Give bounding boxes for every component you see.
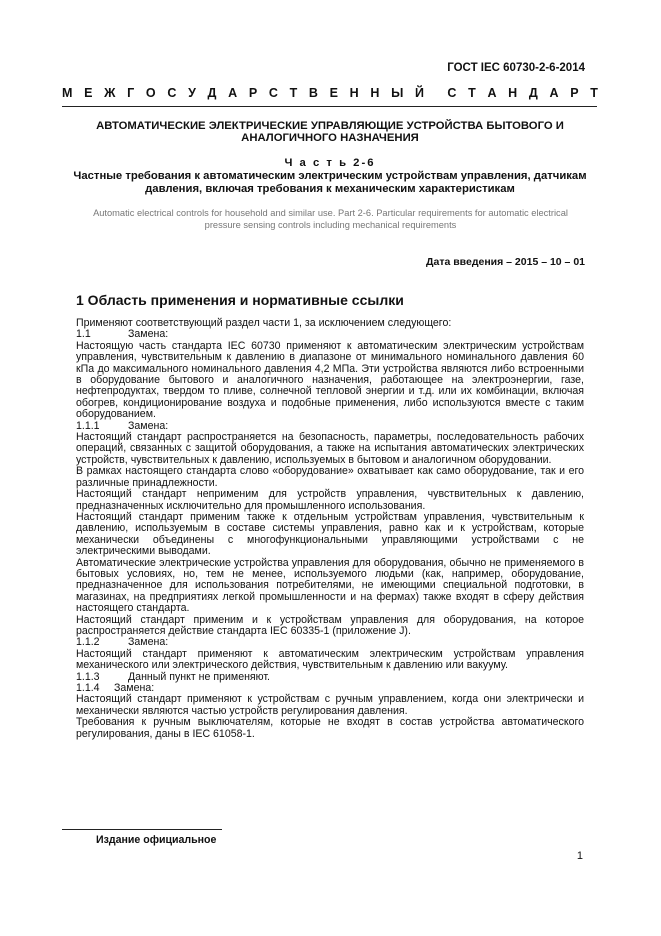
- paragraph: Настоящий стандарт неприменим для устройств управления, чувствительных к давлению, предназначенных исключительно для промышленного использования.: [76, 488, 584, 512]
- banner-letter: В: [308, 86, 318, 100]
- clause-number: 1.1.3: [76, 670, 100, 683]
- document-title: [75, 120, 585, 144]
- header-rule: [62, 106, 597, 107]
- title-line-2: АНАЛОГИЧНОГО НАЗНАЧЕНИЯ: [241, 132, 419, 144]
- banner-letter: У: [188, 86, 196, 100]
- clause-number: 1.1: [76, 328, 91, 341]
- banner-letter: Ж: [104, 86, 116, 100]
- clause-number: 1.1.4: [76, 682, 100, 694]
- banner-letter: Т: [468, 86, 476, 100]
- paragraph: Автоматические электрические устройства управления для оборудования, обычно не применяемого в бытовых условиях, но, тем не менее, используемого людьми (как, например, оборудование, предназначенное для использования потребителями, не имеющими специальной подготовки, в магазинах, на предприятиях легкой промышленности и на фермах) также входят в сферу действия настоящего стандарта.: [76, 556, 584, 615]
- part-subtitle-line-2: давления, включая требования к механическим характеристикам: [145, 182, 515, 195]
- paragraph: Настоящий стандарт применяют к автоматическим электрическим устройствам управления механического или электрического действия, чувствительным к давлению или вакууму.: [76, 647, 584, 672]
- title-line-1: АВТОМАТИЧЕСКИЕ ЭЛЕКТРИЧЕСКИЕ УПРАВЛЯЮЩИЕ УСТРОЙСТВА БЫТОВОГО И: [96, 120, 564, 132]
- banner-letter: А: [549, 86, 559, 100]
- banner-letter: Н: [370, 86, 380, 100]
- clause-label: Данный пункт не применяют.: [128, 670, 271, 683]
- clause-label: Замена:: [128, 419, 169, 432]
- banner-letter: М: [62, 86, 73, 100]
- part-subtitle: [60, 170, 600, 195]
- clause-number: 1.1.2: [76, 636, 100, 649]
- banner-letter: Н: [349, 86, 359, 100]
- banner-letter: Т: [590, 86, 598, 100]
- banner-letter: О: [145, 86, 156, 100]
- interstate-standard-banner: [62, 86, 598, 100]
- introduction-date: Дата введения – 2015 – 10 – 01: [426, 256, 585, 268]
- paragraph: В рамках настоящего стандарта слово «оборудование» охватывает как само оборудование, так и его различные принадлежности.: [76, 465, 584, 489]
- banner-letter: Г: [127, 86, 135, 100]
- banner-letter: С: [167, 86, 177, 100]
- document-number: ГОСТ IEC 60730-2-6-2014: [447, 62, 585, 74]
- banner-letter: Р: [570, 86, 579, 100]
- page-number: 1: [576, 850, 583, 862]
- english-title-line-1: Automatic electrical controls for household and similar use. Part 2-6. Particular requirements for automatic electrical: [93, 208, 568, 218]
- banner-letter: Й: [415, 86, 425, 100]
- banner-letter: Е: [329, 86, 338, 100]
- body-text: [76, 318, 584, 740]
- banner-letter: Е: [84, 86, 93, 100]
- paragraph: Настоящий стандарт применим и к устройствам управления для оборудования, на которое распространяется действие стандарта IEC 60335-1 (приложение J).: [76, 613, 584, 637]
- paragraph: Настоящую часть стандарта IEC 60730 применяют к автоматическим электрическим устройствам управления, чувствительным к давлению в диапазоне от минимального номинального давления 60 кПа до максимального номинального давления 4,2 МПа. Эти устройства являются либо встроенными в оборудование бытового и аналогичного назначения, работающее на электроэнергии, газе, нефтепродуктах, твердом то пливе, солнечной тепловой энергии и т.д. или их комбинации, включая обогрев, кондиционирование воздуха и подобные применения, либо используются вместе с таким оборудованием.: [76, 339, 584, 421]
- banner-letter: А: [487, 86, 497, 100]
- footer-rule: [62, 829, 222, 830]
- banner-letter: Ы: [391, 86, 404, 100]
- banner-letter: С: [447, 86, 457, 100]
- banner-letter: Т: [289, 86, 298, 100]
- official-edition-label: Издание официальное: [96, 834, 217, 846]
- clause-label: Замена:: [128, 328, 169, 341]
- clause-number: 1.1.1: [76, 419, 100, 432]
- paragraph: Настоящий стандарт распространяется на безопасность, параметры, последовательность рабочих операций, связанных с защитой оборудования, а также на испытания автоматических электрических устройств, чувствительных к давлению, используемых в бытовом и аналогичном оборудовании.: [76, 431, 584, 466]
- part-number: Ч а с т ь 2-6: [284, 157, 376, 169]
- section-heading: 1 Область применения и нормативные ссылки: [76, 292, 404, 308]
- clause-label: Замена:: [128, 636, 169, 649]
- banner-letter: Д: [528, 86, 538, 100]
- banner-letter: Д: [207, 86, 217, 100]
- clause-label: Замена:: [114, 682, 155, 694]
- paragraph: Настоящий стандарт применяют к устройствам с ручным управлением, когда они электрически и механически являются частью устройств регулирования давления.: [76, 693, 584, 717]
- part-subtitle-line-1: Частные требования к автоматическим электрическим устройствам управления, датчикам: [73, 170, 587, 182]
- banner-letter: С: [268, 86, 278, 100]
- english-title-line-2: pressure sensing controls including mechanical requirements: [204, 219, 457, 230]
- banner-letter: А: [228, 86, 238, 100]
- paragraph: Требования к ручным выключателям, которые не входят в состав устройства автоматического регулирования, даны в IEC 61058-1.: [76, 716, 584, 740]
- banner-letter: Р: [248, 86, 258, 100]
- banner-letter: Н: [508, 86, 518, 100]
- paragraph: Настоящий стандарт применим также к отдельным устройствам управления, чувствительным к давлению, используемым в составе системы управления, равно как и к устройствам, которые механически объединены с многофункциональными управляющими устройствами с не электрическими выводами.: [76, 510, 584, 558]
- paragraph: Применяют соответствующий раздел части 1, за исключением следующего:: [76, 317, 452, 329]
- english-title: [58, 208, 603, 231]
